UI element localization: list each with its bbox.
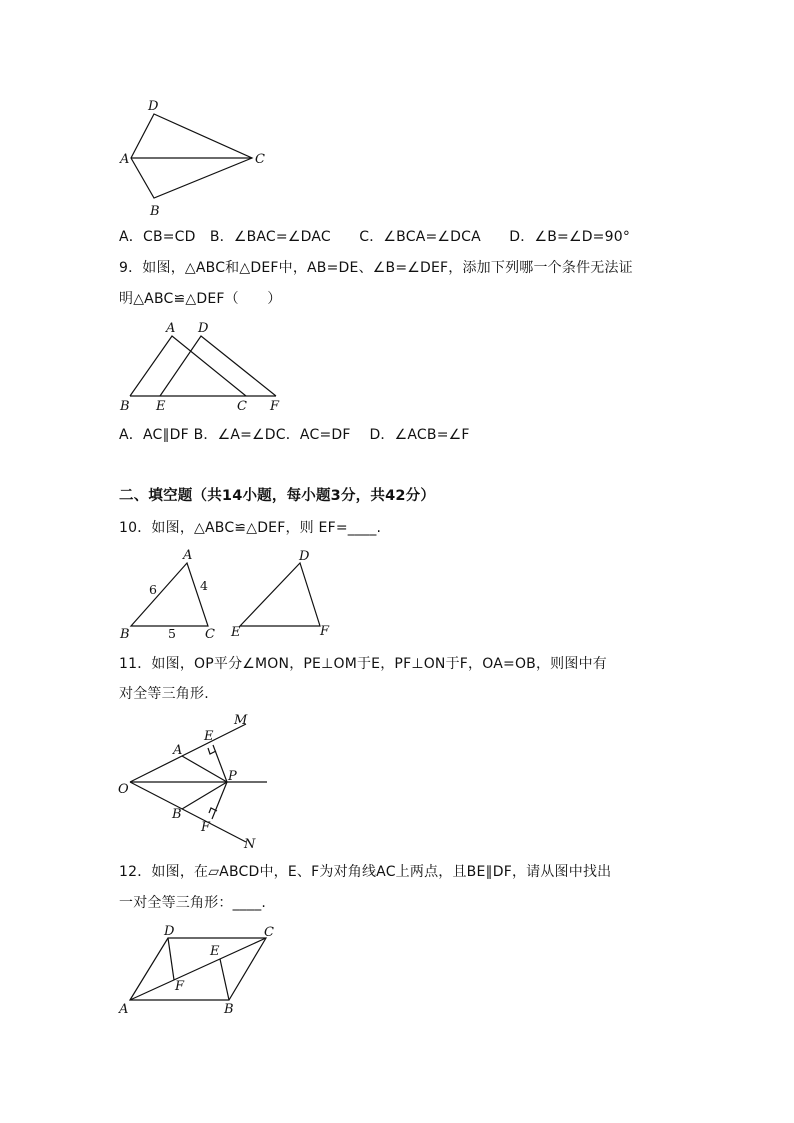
q11-stem-line2: 对全等三角形. (119, 686, 209, 702)
q10-label-d: D (299, 549, 310, 564)
q12-stem-line1: 12．如图，在▱ABCD中，E、F为对角线AC上两点，且BE∥DF，请从图中找出 (119, 864, 612, 880)
q11-perpendicular-pf (212, 782, 227, 819)
q10-stem: 10．如图，△ABC≌△DEF，则 EF=____. (119, 520, 382, 536)
q9-options: A．AC∥DF B．∠A=∠DC．AC=DF D．∠ACB=∠F (119, 427, 470, 443)
q12-label-b: B (224, 1002, 234, 1017)
q9-triangle-abc (130, 336, 246, 396)
q10-triangles-figure (112, 545, 342, 645)
q12-segment-be (220, 959, 229, 1000)
q8-label-b: B (150, 204, 160, 219)
q11-segment-bp (182, 782, 227, 809)
q11-label-f: F (201, 820, 211, 835)
q9-stem-line1: 9．如图，△ABC和△DEF中，AB=DE、∠B=∠DEF，添加下列哪一个条件无法证 (119, 260, 633, 276)
q11-label-p: P (228, 769, 237, 784)
q12-parallelogram-figure (112, 920, 292, 1020)
q10-label-f: F (320, 624, 330, 639)
q11-angle-bisector-figure (112, 710, 282, 855)
q10-label-c: C (205, 627, 215, 642)
q10-side-ac-length: 4 (200, 578, 208, 593)
q8-label-d: D (148, 99, 159, 114)
q9-label-c: C (237, 399, 247, 414)
q9-triangles-figure (112, 318, 292, 418)
q11-label-n: N (244, 837, 256, 852)
q11-ray-on (130, 782, 246, 842)
q9-stem-line2: 明△ABC≌△DEF（ ） (119, 291, 282, 307)
q12-stem-line2: 一对全等三角形：____. (119, 895, 267, 911)
q8-options: A．CB=CD B．∠BAC=∠DAC C．∠BCA=∠DCA D．∠B=∠D=90° (119, 229, 631, 245)
q12-label-d: D (164, 924, 175, 939)
q11-label-o: O (118, 782, 129, 797)
q11-stem-line1: 11．如图，OP平分∠MON，PE⊥OM于E，PF⊥ON于F，OA=OB，则图中有 (119, 656, 607, 672)
q11-label-a: A (173, 743, 183, 758)
q11-perpendicular-pe (213, 745, 227, 782)
q12-label-a: A (119, 1002, 129, 1017)
q11-label-b: B (172, 807, 182, 822)
q12-segment-df (168, 938, 174, 980)
q12-diagonal-ac (130, 938, 266, 1000)
q9-label-a: A (166, 321, 176, 336)
section-2-heading: 二、填空题（共14小题，每小题3分，共42分） (119, 488, 436, 504)
q8-label-a: A (120, 152, 130, 167)
q12-label-c: C (264, 925, 274, 940)
q8-label-c: C (255, 152, 265, 167)
q8-kite-figure (112, 95, 282, 220)
q10-triangle-abc (131, 563, 208, 626)
q10-label-a: A (183, 548, 193, 563)
q11-segment-ap (182, 756, 227, 782)
q9-label-b: B (120, 399, 130, 414)
q10-label-b: B (120, 627, 130, 642)
q9-label-e: E (156, 399, 166, 414)
q9-triangle-def (160, 336, 276, 396)
q12-label-e: E (210, 944, 220, 959)
q9-label-d: D (198, 321, 209, 336)
q11-label-e: E (204, 729, 214, 744)
q10-triangle-def (240, 563, 320, 626)
q12-label-f: F (175, 979, 185, 994)
q8-kite-outline (131, 114, 252, 198)
q11-label-m: M (234, 713, 248, 728)
q10-label-e: E (231, 625, 241, 640)
q10-side-ab-length: 6 (149, 582, 157, 597)
q9-label-f: F (270, 399, 280, 414)
q10-side-bc-length: 5 (168, 626, 176, 641)
